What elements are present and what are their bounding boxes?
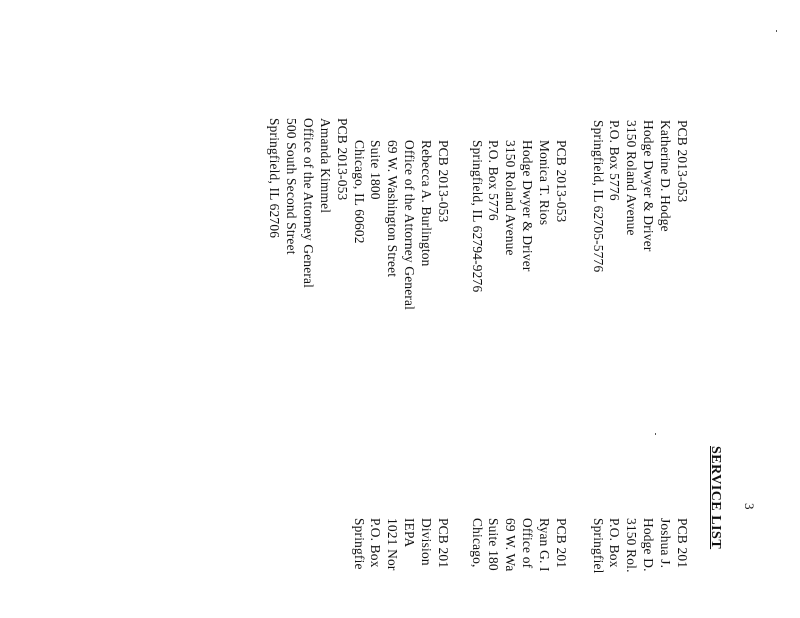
page-number: 3 xyxy=(742,503,757,510)
entry-line: 69 W. Wa xyxy=(503,518,519,572)
entry-line: 69 W. Washington Street xyxy=(385,140,401,278)
entry-line: Springfie xyxy=(351,518,367,570)
entry-line: Division xyxy=(419,518,435,566)
entry-line: Monica T. Rios xyxy=(537,140,553,226)
entry-line: Office of the Attorney General xyxy=(402,140,418,311)
entry-line: PCB 2013-053 xyxy=(436,140,451,223)
entry-line: Chicago, IL 60602 xyxy=(351,140,367,244)
entry-line: Springfiel xyxy=(590,518,606,574)
entry-line: Hodge Dwyer & Driver xyxy=(641,120,657,252)
entry-line: PCB 2013-053 xyxy=(554,140,569,223)
entry-line: Office of xyxy=(520,518,536,569)
entry-line: Springfield, IL 62794-9276 xyxy=(469,140,485,293)
entry-line: Suite 1800 xyxy=(368,140,384,200)
service-entry-hodge xyxy=(589,120,690,272)
entry-line: Springfield, IL 62706 xyxy=(267,118,283,239)
entry-line: PCB 2013-053 xyxy=(335,118,350,201)
entry-line: PCB 2013-053 xyxy=(675,120,690,203)
scan-speck xyxy=(655,433,656,435)
entry-line: Springfield, IL 62705-5776 xyxy=(590,120,606,273)
entry-line: PCB 201 xyxy=(436,518,451,569)
entry-line: 1021 Nor xyxy=(385,518,401,571)
entry-line: PCB 201 xyxy=(554,518,569,569)
entry-line: Chicago, xyxy=(469,518,485,568)
entry-line: IEPA xyxy=(402,518,418,548)
entry-line: Hodge Dwyer & Driver xyxy=(520,140,536,272)
service-entry-joshua xyxy=(589,518,690,574)
entry-line: 500 South Second Street xyxy=(284,118,300,255)
page-title: SERVICE LIST xyxy=(708,446,723,550)
service-entry-burlington xyxy=(350,140,451,310)
entry-line: 3150 Rol. xyxy=(624,518,640,573)
service-entry-kimmel xyxy=(266,118,350,288)
entry-line: 3150 Roland Avenue xyxy=(503,140,519,256)
service-entry-iepa xyxy=(350,518,451,571)
entry-line: Katherine D. Hodge xyxy=(658,120,674,232)
service-entry-ryan xyxy=(468,518,569,572)
entry-line: P.O. Box xyxy=(607,518,623,568)
scan-speck xyxy=(776,30,777,32)
entry-line: P.O. Box xyxy=(368,518,384,568)
service-entry-rios xyxy=(468,140,569,292)
entry-line: PCB 201 xyxy=(675,518,690,569)
entry-line: P.O. Box 5776 xyxy=(486,140,502,221)
entry-line: Office of the Attorney General xyxy=(301,118,317,289)
entry-line: Ryan G. I xyxy=(537,518,553,572)
entry-line: Amanda Kimmel xyxy=(318,118,334,214)
entry-line: Rebecca A. Burlington xyxy=(419,140,435,267)
entry-line: Suite 180 xyxy=(486,518,502,571)
entry-line: P.O. Box 5776 xyxy=(607,120,623,201)
entry-line: Hodge D. xyxy=(641,518,657,572)
entry-line: 3150 Roland Avenue xyxy=(624,120,640,236)
entry-line: Joshua J. xyxy=(658,518,674,569)
